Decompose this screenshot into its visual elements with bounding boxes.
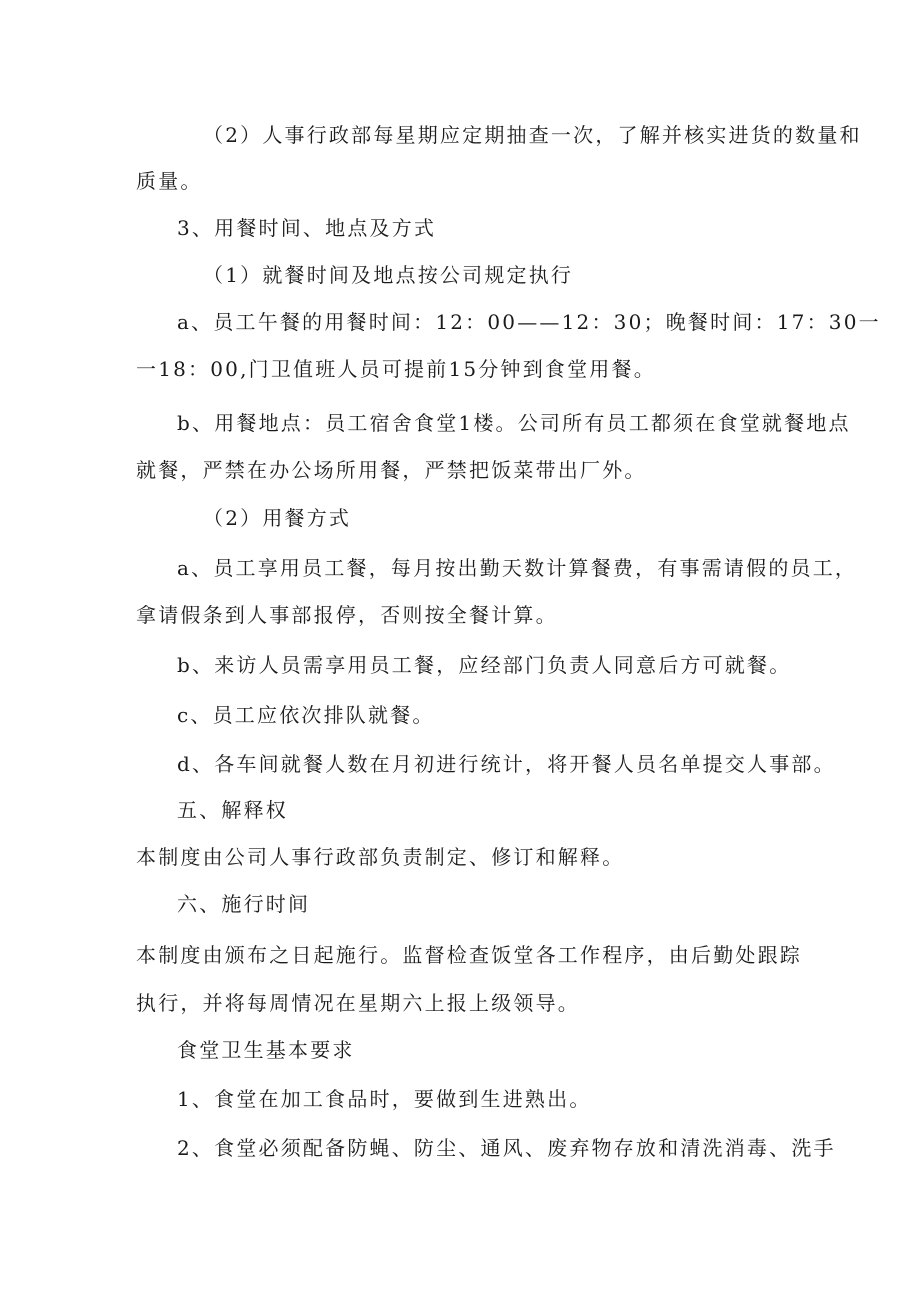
paragraph-line: 1、食堂在加工食品时，要做到生进熟出。 — [177, 1087, 592, 1111]
paragraph-line: 拿请假条到人事部报停，否则按全餐计算。 — [136, 603, 558, 627]
section-heading: 六、施行时间 — [177, 892, 311, 916]
section-heading: 五、解释权 — [177, 798, 288, 822]
subsection-heading: （1）就餐时间及地点按公司规定执行 — [203, 263, 574, 287]
section-heading: 3、用餐时间、地点及方式 — [177, 216, 437, 240]
subsection-heading: （2）用餐方式 — [203, 506, 352, 530]
paragraph-line: b、用餐地点：员工宿舍食堂1楼。公司所有员工都须在食堂就餐地点 — [177, 411, 851, 435]
paragraph-line: 2、食堂必须配备防蝇、防尘、通风、废弃物存放和清洗消毒、洗手 — [177, 1136, 836, 1160]
paragraph-line: 本制度由颁布之日起施行。监督检查饭堂各工作程序，由后勤处跟踪 — [136, 943, 802, 967]
paragraph-line: 质量。 — [136, 169, 203, 193]
paragraph-line: （2）人事行政部每星期应定期抽查一次，了解并核实进货的数量和 — [203, 123, 862, 147]
paragraph-line: a、员工享用员工餐，每月按出勤天数计算餐费，有事需请假的员工， — [177, 556, 858, 580]
paragraph-line: 本制度由公司人事行政部负责制定、修订和解释。 — [136, 845, 625, 869]
paragraph-line: a、员工午餐的用餐时间：12：00——12：30；晚餐时间：17：30一 — [177, 310, 881, 334]
paragraph-line: b、来访人员需享用员工餐，应经部门负责人同意后方可就餐。 — [177, 653, 792, 677]
paragraph-line: 一18：00,门卫值班人员可提前15分钟到食堂用餐。 — [136, 357, 656, 381]
paragraph-line: c、员工应依次排队就餐。 — [177, 703, 435, 727]
paragraph-line: 就餐，严禁在办公场所用餐，严禁把饭菜带出厂外。 — [136, 458, 647, 482]
paragraph-line: d、各车间就餐人数在月初进行统计，将开餐人员名单提交人事部。 — [177, 752, 836, 776]
section-heading: 食堂卫生基本要求 — [177, 1038, 355, 1062]
paragraph-line: 执行，并将每周情况在星期六上报上级领导。 — [136, 991, 580, 1015]
